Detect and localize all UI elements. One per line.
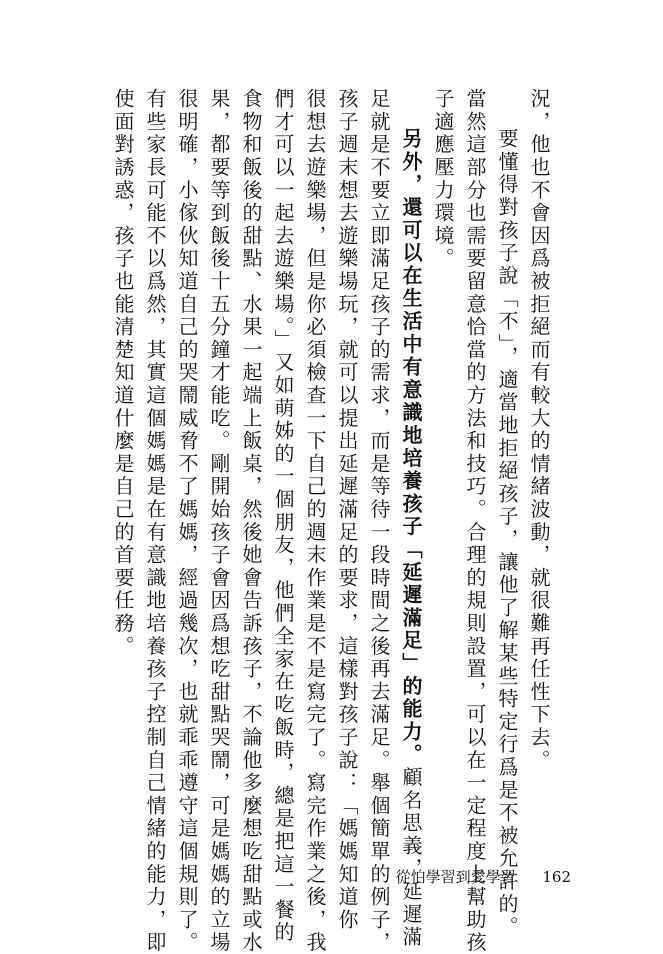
text-line: 食物和飯後的甜點、水果一起端上飯桌，然後她會告訴孩子，不論他多麼想吃甜點或水 [239, 88, 263, 954]
text-line: 顧名思義，延遲滿 [399, 766, 423, 949]
book-title: 從怕學習到愛學習 [395, 868, 516, 886]
paragraph-3 [107, 88, 427, 954]
text-line: 很想去遊樂場，但是你必須檢查一下自己的週末作業是不是寫完了。寫完作業之後，我 [303, 88, 327, 954]
text-line: 足就是不要立即滿足孩子的需求，而是等待一段時間之後再去滿足。舉個簡單的例子， [367, 88, 391, 954]
text-line: 使面對誘惑，孩子也能清楚知道什麼是自己的首要任務。 [111, 88, 135, 658]
text-line: 有些家長可能不以爲然，其實這個媽媽是在有意識地培養孩子控制自己情緒的能力，即 [143, 88, 167, 954]
text-line: 子適應壓力環境。 [431, 88, 455, 271]
bold-lead-sentence: 另外，還可以在生活中有意識地培養孩子「延遲滿足」的能力。 [399, 128, 423, 767]
page-footer [396, 866, 571, 887]
text-line: 們才可以一起去遊樂場。」又如萌姊的一個朋友，他們全家在吃飯時，總是把這一餐的 [271, 88, 295, 945]
text-line: 要懂得對孩子說「不」，適當地拒絕孩子，讓他了解某些特定行爲是不被允許的。 [495, 128, 519, 939]
paragraph-1 [523, 88, 555, 808]
text-line: 果，都要等到飯後十五分鐘才能吃。剛開始孩子會因爲想吃甜點哭鬧，可是媽媽的立場 [207, 88, 231, 954]
text-line: 當然這部分也需要留意恰當的方法和技巧。合理的規則設置，可以在一定程度上幫助孩 [463, 88, 487, 954]
text-line: 況，他也不會因爲被拒絕而有較大的情緒波動，就很難再任性下去。 [527, 88, 551, 772]
text-line: 很明確，小傢伙知道自己的哭鬧威脅不了媽媽，經過幾次，也就乖乖遵守這個規則了。 [175, 88, 199, 954]
page-number: 162 [542, 868, 571, 886]
text-line: 孩子週末想去遊樂場玩，就可以提出延遲滿足的要求，這樣對孩子說：「媽媽知道你 [335, 88, 359, 932]
